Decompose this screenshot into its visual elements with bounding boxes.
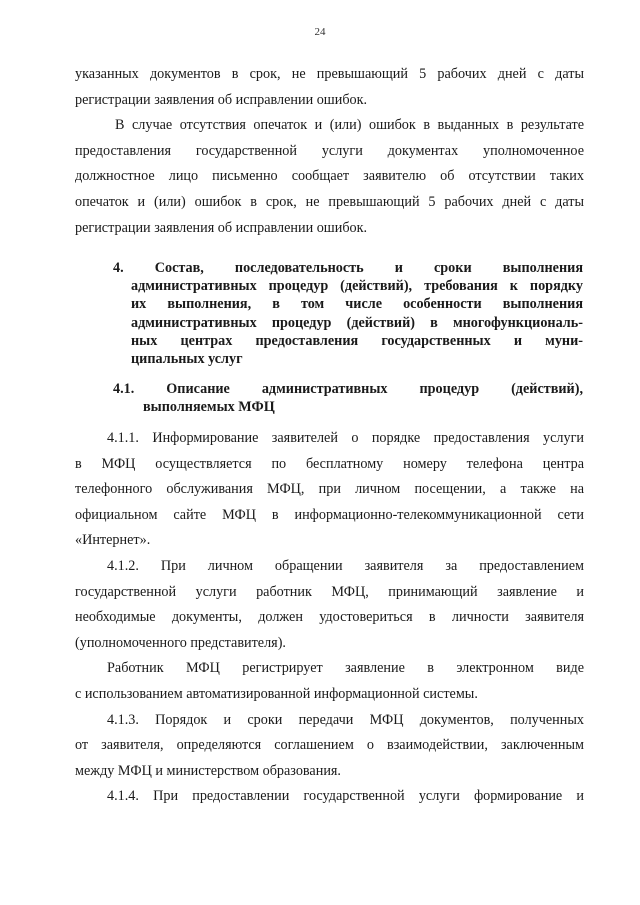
heading-line: выполняемых МФЦ [143, 399, 275, 416]
text-line: предоставления государственной услуги документах уполномоченное [75, 142, 584, 159]
text-line: 4.1.3. Порядок и сроки передачи МФЦ документов, полученных [107, 711, 584, 728]
text-line: 4.1.2. При личном обращении заявителя за предоставлением [107, 557, 584, 574]
heading-line: ципальных услуг [131, 350, 243, 367]
page-number: 24 [314, 26, 326, 38]
text-line: в МФЦ осуществляется по бесплатному номеру телефона центра [75, 455, 584, 472]
text-line: регистрации заявления об исправлении ошибок. [75, 91, 368, 108]
text-line: Работник МФЦ регистрирует заявление в электронном виде [107, 660, 584, 677]
section-body [75, 426, 584, 810]
text-line: государственной услуги работник МФЦ, принимающий заявление и [75, 583, 584, 600]
heading-line: административных процедур (действий), требования к порядку [131, 278, 583, 295]
section-heading-4 [113, 259, 583, 368]
text-line: (уполномоченного представителя). [75, 634, 286, 651]
text-line: 4.1.1. Информирование заявителей о порядке предоставления услуги [107, 430, 584, 446]
text-line: от заявителя, определяются соглашением о взаимодействии, заключенным [75, 737, 584, 754]
paragraph-no-errors [75, 113, 584, 241]
paragraph-4-1-4 [75, 784, 584, 810]
heading-line: административных процедур (действий) в многофункциональ- [131, 314, 583, 331]
heading-text [113, 259, 583, 368]
text-line: «Интернет». [75, 532, 151, 549]
text-line: В случае отсутствия опечаток и (или) ошибок в выданных в результате [115, 117, 584, 134]
heading-line: 4. Состав, последовательность и сроки выполнения [113, 260, 583, 276]
paragraph-4-1-2 [75, 554, 584, 656]
paragraph-4-1-3 [75, 708, 584, 785]
text-line: регистрации заявления об исправлении ошибок. [75, 219, 368, 236]
top-section [75, 62, 584, 241]
text-line: указанных документов в срок, не превышающий 5 рабочих дней с даты [75, 66, 584, 82]
heading-line: 4.1. Описание административных процедур (действий), [113, 381, 583, 397]
heading-line: ных центрах предоставления государственных и муни- [131, 332, 583, 349]
paragraph-4-1-1 [75, 426, 584, 554]
text-line: необходимые документы, должен удостовериться в личности заявителя [75, 609, 584, 626]
section-heading-4-1 [113, 380, 583, 416]
paragraph-continuation [75, 62, 584, 113]
text-line: должностное лицо письменно сообщает заявителю об отсутствии таких [75, 168, 584, 185]
text-line: опечаток и (или) ошибок в срок, не превышающий 5 рабочих дней с даты [75, 193, 584, 210]
text-line: телефонного обслуживания МФЦ, при личном посещении, а также на [75, 481, 584, 498]
text-line: между МФЦ и министерством образования. [75, 762, 341, 779]
text-line: с использованием автоматизированной информационной системы. [75, 685, 478, 702]
text-line: 4.1.4. При предоставлении государственной услуги формирование и [107, 788, 584, 805]
text-line: официальном сайте МФЦ в информационно-телекоммуникационной сети [75, 506, 584, 523]
heading-text [113, 380, 583, 416]
heading-line: их выполнения, в том числе особенности выполнения [131, 296, 583, 313]
paragraph-4-1-2-registration [75, 656, 584, 707]
